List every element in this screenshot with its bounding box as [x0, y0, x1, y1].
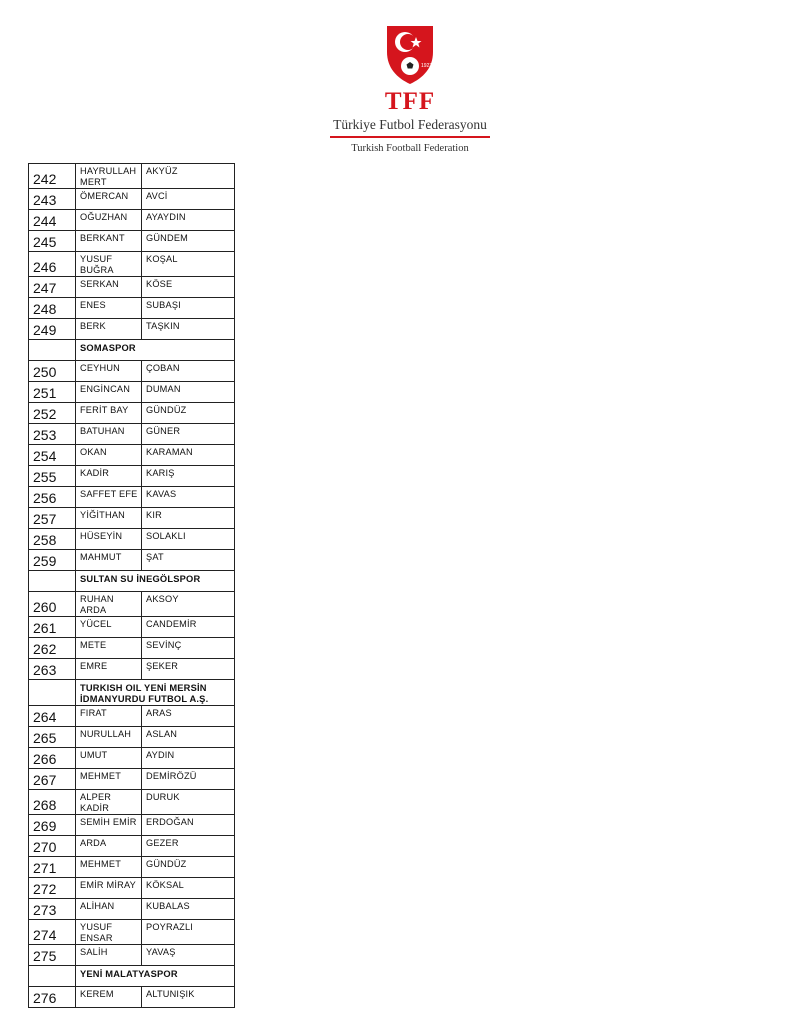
player-number: 262 — [29, 638, 76, 659]
player-surname: GÜNDÜZ — [142, 403, 235, 424]
player-row — [29, 298, 235, 319]
player-surname: GÜNER — [142, 424, 235, 445]
player-first-name: METE — [76, 638, 142, 659]
player-row — [29, 550, 235, 571]
player-surname: KIR — [142, 508, 235, 529]
player-first-name: MAHMUT — [76, 550, 142, 571]
player-number: 245 — [29, 231, 76, 252]
player-surname: POYRAZLI — [142, 920, 235, 945]
player-first-name: NURULLAH — [76, 727, 142, 748]
player-number: 247 — [29, 277, 76, 298]
player-surname: AKSOY — [142, 592, 235, 617]
player-row — [29, 424, 235, 445]
document-header — [320, 22, 500, 155]
club-number-cell — [29, 966, 76, 987]
player-first-name: SAFFET EFE — [76, 487, 142, 508]
player-surname: ALTUNIŞIK — [142, 987, 235, 1008]
player-surname: GÜNDÜZ — [142, 857, 235, 878]
player-number: 249 — [29, 319, 76, 340]
player-number: 253 — [29, 424, 76, 445]
player-number: 248 — [29, 298, 76, 319]
player-surname: KÖKSAL — [142, 878, 235, 899]
player-first-name: KADİR — [76, 466, 142, 487]
player-surname: ASLAN — [142, 727, 235, 748]
player-surname: KARAMAN — [142, 445, 235, 466]
player-row — [29, 617, 235, 638]
player-number: 268 — [29, 790, 76, 815]
player-number: 257 — [29, 508, 76, 529]
player-number: 274 — [29, 920, 76, 945]
federation-name-english: Turkish Football Federation — [351, 143, 469, 154]
player-number: 276 — [29, 987, 76, 1008]
player-surname: AYAYDIN — [142, 210, 235, 231]
player-number: 271 — [29, 857, 76, 878]
player-number: 260 — [29, 592, 76, 617]
player-row — [29, 277, 235, 298]
club-number-cell — [29, 680, 76, 706]
player-surname: GEZER — [142, 836, 235, 857]
player-first-name: SEMİH EMİR — [76, 815, 142, 836]
player-number: 264 — [29, 706, 76, 727]
player-number: 250 — [29, 361, 76, 382]
player-first-name: OKAN — [76, 445, 142, 466]
player-first-name: BERKANT — [76, 231, 142, 252]
player-surname: AYDIN — [142, 748, 235, 769]
player-surname: KUBALAS — [142, 899, 235, 920]
player-number: 275 — [29, 945, 76, 966]
player-row — [29, 164, 235, 189]
player-first-name: MEHMET — [76, 857, 142, 878]
player-first-name: ENES — [76, 298, 142, 319]
player-surname: ÇOBAN — [142, 361, 235, 382]
player-row — [29, 659, 235, 680]
player-number: 251 — [29, 382, 76, 403]
player-surname: ŞEKER — [142, 659, 235, 680]
player-first-name: ARDA — [76, 836, 142, 857]
player-first-name: MEHMET — [76, 769, 142, 790]
player-surname: DUMAN — [142, 382, 235, 403]
player-surname: ŞAT — [142, 550, 235, 571]
player-first-name: BERK — [76, 319, 142, 340]
player-row — [29, 252, 235, 277]
player-number: 265 — [29, 727, 76, 748]
player-surname: CANDEMİR — [142, 617, 235, 638]
player-surname: DEMİRÖZÜ — [142, 769, 235, 790]
player-row — [29, 382, 235, 403]
player-row — [29, 592, 235, 617]
player-number: 246 — [29, 252, 76, 277]
player-row — [29, 189, 235, 210]
player-surname: KÖSE — [142, 277, 235, 298]
player-first-name: KEREM — [76, 987, 142, 1008]
player-row — [29, 466, 235, 487]
player-row — [29, 727, 235, 748]
player-number: 244 — [29, 210, 76, 231]
club-header-row — [29, 680, 235, 706]
player-first-name: ENGİNCAN — [76, 382, 142, 403]
player-row — [29, 210, 235, 231]
player-surname: GÜNDEM — [142, 231, 235, 252]
player-first-name: YİĞİTHAN — [76, 508, 142, 529]
tff-acronym: TFF — [384, 88, 436, 115]
player-row — [29, 403, 235, 424]
player-first-name: YUSUF BUĞRA — [76, 252, 142, 277]
player-surname: YAVAŞ — [142, 945, 235, 966]
player-row — [29, 508, 235, 529]
player-row — [29, 361, 235, 382]
player-row — [29, 319, 235, 340]
player-row — [29, 487, 235, 508]
player-row — [29, 878, 235, 899]
header-divider — [330, 136, 490, 138]
player-surname: AVCİ — [142, 189, 235, 210]
player-surname: KOŞAL — [142, 252, 235, 277]
federation-name-turkish: Türkiye Futbol Federasyonu — [333, 117, 487, 132]
player-number: 270 — [29, 836, 76, 857]
player-row — [29, 231, 235, 252]
player-number: 242 — [29, 164, 76, 189]
player-first-name: YÜCEL — [76, 617, 142, 638]
club-name: YENİ MALATYASPOR — [76, 966, 235, 987]
player-row — [29, 836, 235, 857]
club-number-cell — [29, 571, 76, 592]
player-first-name: SERKAN — [76, 277, 142, 298]
player-number: 272 — [29, 878, 76, 899]
club-name: SULTAN SU İNEGÖLSPOR — [76, 571, 235, 592]
player-first-name: EMİR MİRAY — [76, 878, 142, 899]
player-surname: TAŞKIN — [142, 319, 235, 340]
player-row — [29, 899, 235, 920]
club-name: SOMASPOR — [76, 340, 235, 361]
club-header-row — [29, 571, 235, 592]
player-surname: SEVİNÇ — [142, 638, 235, 659]
player-surname: KAVAS — [142, 487, 235, 508]
player-first-name: ÖMERCAN — [76, 189, 142, 210]
player-first-name: OĞUZHAN — [76, 210, 142, 231]
tff-emblem-logo — [383, 22, 437, 86]
player-row — [29, 706, 235, 727]
emblem-year: 1923 — [421, 63, 433, 69]
player-row — [29, 790, 235, 815]
player-first-name: YUSUF ENSAR — [76, 920, 142, 945]
player-first-name: ALİHAN — [76, 899, 142, 920]
club-header-row — [29, 966, 235, 987]
player-number: 269 — [29, 815, 76, 836]
player-row — [29, 920, 235, 945]
player-surname: SUBAŞI — [142, 298, 235, 319]
player-surname: SOLAKLI — [142, 529, 235, 550]
player-first-name: ALPER KADİR — [76, 790, 142, 815]
player-first-name: HÜSEYİN — [76, 529, 142, 550]
club-name: TURKISH OIL YENİ MERSİN İDMANYURDU FUTBOL A.Ş. — [76, 680, 235, 706]
player-number: 261 — [29, 617, 76, 638]
player-surname: AKYÜZ — [142, 164, 235, 189]
player-row — [29, 769, 235, 790]
player-surname: KARIŞ — [142, 466, 235, 487]
player-number: 267 — [29, 769, 76, 790]
player-number: 273 — [29, 899, 76, 920]
player-row — [29, 445, 235, 466]
player-first-name: FERİT BAY — [76, 403, 142, 424]
player-first-name: SALİH — [76, 945, 142, 966]
player-number: 266 — [29, 748, 76, 769]
club-number-cell — [29, 340, 76, 361]
player-surname: DURUK — [142, 790, 235, 815]
player-number: 258 — [29, 529, 76, 550]
player-number: 254 — [29, 445, 76, 466]
player-number: 243 — [29, 189, 76, 210]
player-surname: ARAS — [142, 706, 235, 727]
player-row — [29, 945, 235, 966]
player-first-name: EMRE — [76, 659, 142, 680]
player-surname: ERDOĞAN — [142, 815, 235, 836]
player-first-name: CEYHUN — [76, 361, 142, 382]
player-row — [29, 529, 235, 550]
roster-body — [29, 164, 235, 1008]
player-row — [29, 857, 235, 878]
club-header-row — [29, 340, 235, 361]
player-number: 256 — [29, 487, 76, 508]
player-first-name: HAYRULLAH MERT — [76, 164, 142, 189]
player-row — [29, 748, 235, 769]
player-roster-table — [28, 163, 235, 1008]
player-first-name: UMUT — [76, 748, 142, 769]
player-first-name: BATUHAN — [76, 424, 142, 445]
player-number: 252 — [29, 403, 76, 424]
player-number: 259 — [29, 550, 76, 571]
player-row — [29, 987, 235, 1008]
player-number: 255 — [29, 466, 76, 487]
player-row — [29, 638, 235, 659]
player-number: 263 — [29, 659, 76, 680]
player-first-name: RUHAN ARDA — [76, 592, 142, 617]
player-first-name: FIRAT — [76, 706, 142, 727]
player-row — [29, 815, 235, 836]
